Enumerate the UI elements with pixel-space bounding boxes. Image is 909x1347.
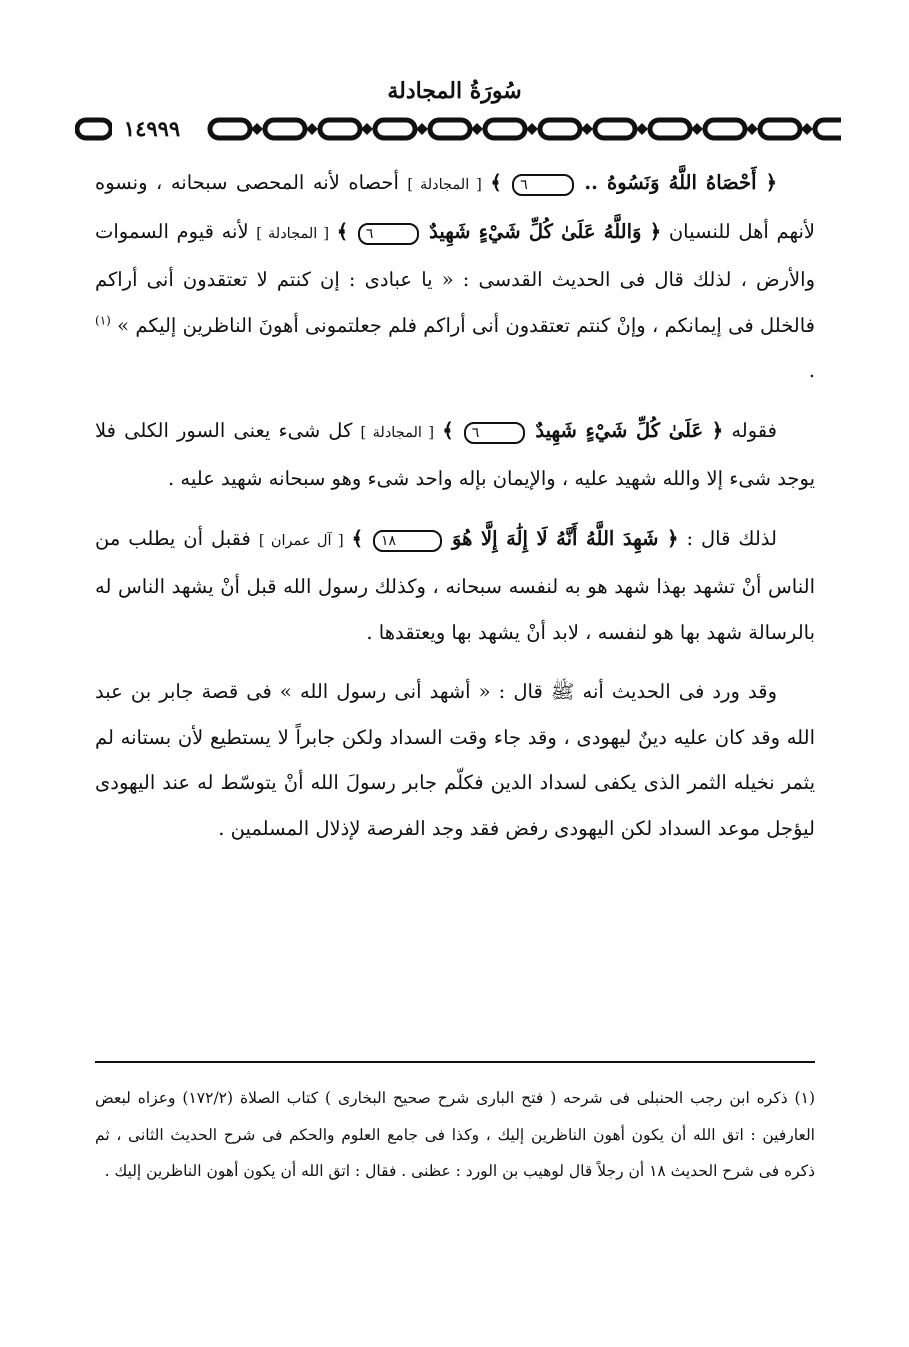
body-text: فقبل أن يطلب من الناس أنْ تشهد بهذا شهد هو به لنفسه سبحانه ، وكذلك رسول الله قبل أنْ يشهد الناس له بالرسالة شهد بها هو لنفسه ، لابد أنْ يشهد بها ويعتقدها . [95,526,815,644]
body-text: لذلك قال : [686,526,777,550]
verse-number: ١٨ [373,530,442,552]
band-end-cap [77,120,111,138]
surah-reference: [ المجادلة ] [360,424,435,441]
footnote-marker: (١) [95,313,111,327]
paragraph-4: وقد ورد فى الحديث أنه ﷺ قال : « أشهد أنى رسول الله » فى قصة جابر بن عبد الله وقد كان عليه دينٌ ليهودى ، وقد جاء وقت السداد ولكن جابراً لا يستطيع لأن بستانه لم يثمر نخيله الثمر الذى يكفى لسداد الدين فكلّم جابر رسولَ الله أنْ يتوسّط له عند اليهودى ليؤجل موعد السداد لكن اليهودى رفض فقد وجد الفرصة لإذلال المسلمين . [95,680,815,840]
quote-close: ﴾ [336,219,349,243]
chain-diamond [361,123,373,135]
chain-link [320,120,360,138]
chain-link [430,120,470,138]
chain-link [705,120,745,138]
body-text: فقوله [731,418,777,442]
chain-diamond [746,123,758,135]
quote-close: ﴾ [351,526,364,550]
chain-link [815,120,841,138]
body-text: أحصاه لأنه المحصى سبحانه ، ونسوه لأنهم أهل للنسيان [95,171,816,243]
chain-diamond [801,123,813,135]
chain-link [760,120,800,138]
verse-number: ٦ [464,422,526,444]
chain-diamond [306,123,318,135]
verse-number: ٦ [358,223,420,245]
chain-link [485,120,525,138]
quran-quote: ﴿ عَلَىٰ كُلِّ شَيْءٍ شَهِيدٌ [535,418,724,442]
chain-diamond [416,123,428,135]
chain-diamond [526,123,538,135]
chain-diamond [251,123,263,135]
body-text: كل شىء يعنى السور الكلى فلا يوجد شىء إلا والله شهيد عليه ، والإيمان بإله واحد شىء وهو سبحانه شهيد عليه . [95,418,815,490]
chain-link [540,120,580,138]
footnote [95,1080,815,1190]
paragraph-2 [95,408,815,502]
quran-quote: ﴿ أَحْصَاهُ اللَّهُ وَنَسُوهُ .. [584,171,778,194]
chain-link [375,120,415,138]
page-number: ١٤٩٩٩ [112,112,192,146]
main-text [95,160,815,865]
chain-link [210,120,250,138]
surah-reference: [ المجادلة ] [407,177,482,193]
body-text: لأنه قيوم السموات والأرض ، لذلك قال فى الحديث القدسى : « يا عبادى : إن كنتم لا تعتقدون أنى أراكم فالخلل فى إيمانكم ، وإنْ كنتم تعتقدون أنى أراكم فلم جعلتمونى أهونَ الناظرين إليكم » [95,219,815,337]
chain-diamond [471,123,483,135]
chain-link [265,120,305,138]
quran-quote: ﴿ وَاللَّهُ عَلَىٰ كُلِّ شَيْءٍ شَهِيدٌ [429,219,662,243]
verse-number: ٦ [512,174,574,196]
chain-link [650,120,690,138]
surah-reference: [ آل عمران ] [258,532,344,549]
paragraph-1 [95,160,815,394]
surah-reference: [ المجادلة ] [256,225,330,242]
chain-diamond [691,123,703,135]
chain-diamond [636,123,648,135]
footnote-divider [95,1061,815,1063]
quran-quote: ﴿ شَهِدَ اللَّهُ أَنَّهُ لَا إِلَٰهَ إِلَّا هُوَ [452,526,679,550]
quote-close: ﴾ [442,418,454,442]
paragraph-3 [95,516,815,656]
sentence-end: . [808,359,815,382]
surah-title: سُورَةُ المجادلة [387,78,522,104]
chain-diamond [581,123,593,135]
chain-link [595,120,635,138]
footnote-text: (١) ذكره ابن رجب الحنبلى فى شرحه ( فتح البارى شرح صحيح البخارى ) كتاب الصلاة (١٧٢/٢) وعزاه لبعض العارفين : اتق الله أن يكون أهون الناظرين إليك ، وكذا فى جامع العلوم والحكم فى شرح الحديث الثانى ، ثم ذكره فى شرح الحديث ١٨ أن رجلاً قال لوهيب بن الورد : عظنى . فقال : اتق الله أن يكون أهون الناظرين إليك . [95,1089,815,1180]
quote-close: ﴾ [490,171,502,194]
